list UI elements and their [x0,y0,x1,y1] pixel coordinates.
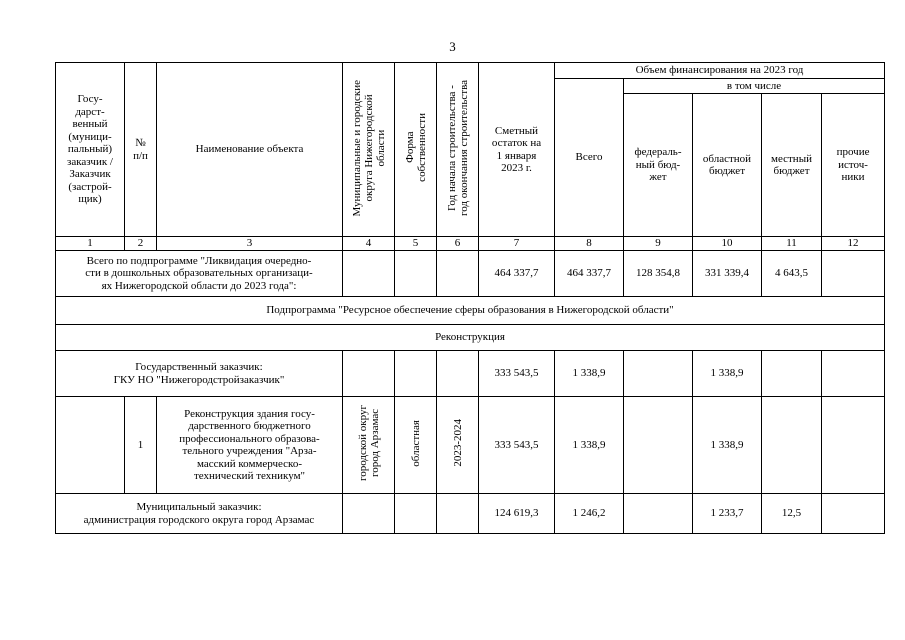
object-municipality-text: городской округ город Арзамас [356,405,381,482]
municipal-customer-row [56,494,885,534]
object-name: Реконструкция здания госу- дарственного бюджетного профессионального образова- тельного учреждения "Арза- масский коммерческо- технический техникум" [157,397,343,494]
header-including: в том числе [624,79,885,94]
header-total: Всего [555,79,624,237]
object-row [56,397,885,494]
regional-value: 1 338,9 [693,397,762,494]
object-years [437,397,479,494]
column-number: 10 [693,237,762,251]
other-value [822,351,885,397]
total-value: 1 338,9 [555,397,624,494]
object-years-text: 2023-2024 [451,419,464,468]
header-ownership-text: Форма собственности [403,113,428,183]
subprogram-total-row [56,251,885,297]
empty-cell [343,351,395,397]
federal-value: 128 354,8 [624,251,693,297]
column-numbers-row [56,237,885,251]
column-number: 2 [125,237,157,251]
header-num: № п/п [125,63,157,237]
header-estimate-balance: Сметный остаток на 1 января 2023 г. [479,63,555,237]
local-value: 4 643,5 [762,251,822,297]
column-number: 5 [395,237,437,251]
state-customer-row [56,351,885,397]
header-federal: федераль- ный бюд- жет [624,94,693,237]
empty-cell [437,251,479,297]
column-number: 11 [762,237,822,251]
page-number: 3 [449,39,456,54]
object-ownership [395,397,437,494]
header-years [437,63,479,237]
empty-cell [395,494,437,534]
header-municipality-text: Муниципальные и городские округа Нижегородской области [350,79,387,216]
empty-cell [437,351,479,397]
object-num: 1 [125,397,157,494]
subprogram-total-label: Всего по подпрограмме "Ликвидация очередно- сти в дошкольных образовательных организаци- ях Нижегородской области до 2023 года": [56,251,343,297]
header-municipality [343,63,395,237]
section-title: Реконструкция [56,325,885,351]
regional-value: 331 339,4 [693,251,762,297]
subprogram-title: Подпрограмма "Ресурсное обеспечение сферы образования в Нижегородской области" [56,297,885,325]
empty-cell [343,494,395,534]
state-customer-label: Государственный заказчик: ГКУ НО "Нижегородстройзаказчик" [56,351,343,397]
header-years-text: Год начала строительства - год окончания строительства [445,79,470,216]
financing-table [55,62,885,534]
header-ownership [395,63,437,237]
empty-cell [395,351,437,397]
total-value: 464 337,7 [555,251,624,297]
object-customer [56,397,125,494]
object-municipality [343,397,395,494]
total-value: 1 246,2 [555,494,624,534]
column-number: 3 [157,237,343,251]
estimate-value: 464 337,7 [479,251,555,297]
empty-cell [437,494,479,534]
header-object-name: Наименование объекта [157,63,343,237]
column-number: 4 [343,237,395,251]
local-value [762,397,822,494]
header-funding-volume: Объем финансирования на 2023 год [555,63,885,79]
empty-cell [395,251,437,297]
local-value [762,351,822,397]
estimate-value: 124 619,3 [479,494,555,534]
header-other: прочие источ- ники [822,94,885,237]
other-value [822,494,885,534]
regional-value: 1 233,7 [693,494,762,534]
total-value: 1 338,9 [555,351,624,397]
header-customer: Госу- дарст- венный (муници- пальный) заказчик / Заказчик (застрой- щик) [56,63,125,237]
column-number: 12 [822,237,885,251]
column-number: 1 [56,237,125,251]
other-value [822,251,885,297]
header-local: местный бюджет [762,94,822,237]
federal-value [624,351,693,397]
federal-value [624,397,693,494]
other-value [822,397,885,494]
regional-value: 1 338,9 [693,351,762,397]
object-ownership-text: областная [409,419,422,467]
header-regional: областной бюджет [693,94,762,237]
federal-value [624,494,693,534]
municipal-customer-label: Муниципальный заказчик: администрация городского округа город Арзамас [56,494,343,534]
estimate-value: 333 543,5 [479,397,555,494]
estimate-value: 333 543,5 [479,351,555,397]
local-value: 12,5 [762,494,822,534]
column-number: 7 [479,237,555,251]
column-number: 9 [624,237,693,251]
column-number: 8 [555,237,624,251]
empty-cell [343,251,395,297]
column-number: 6 [437,237,479,251]
